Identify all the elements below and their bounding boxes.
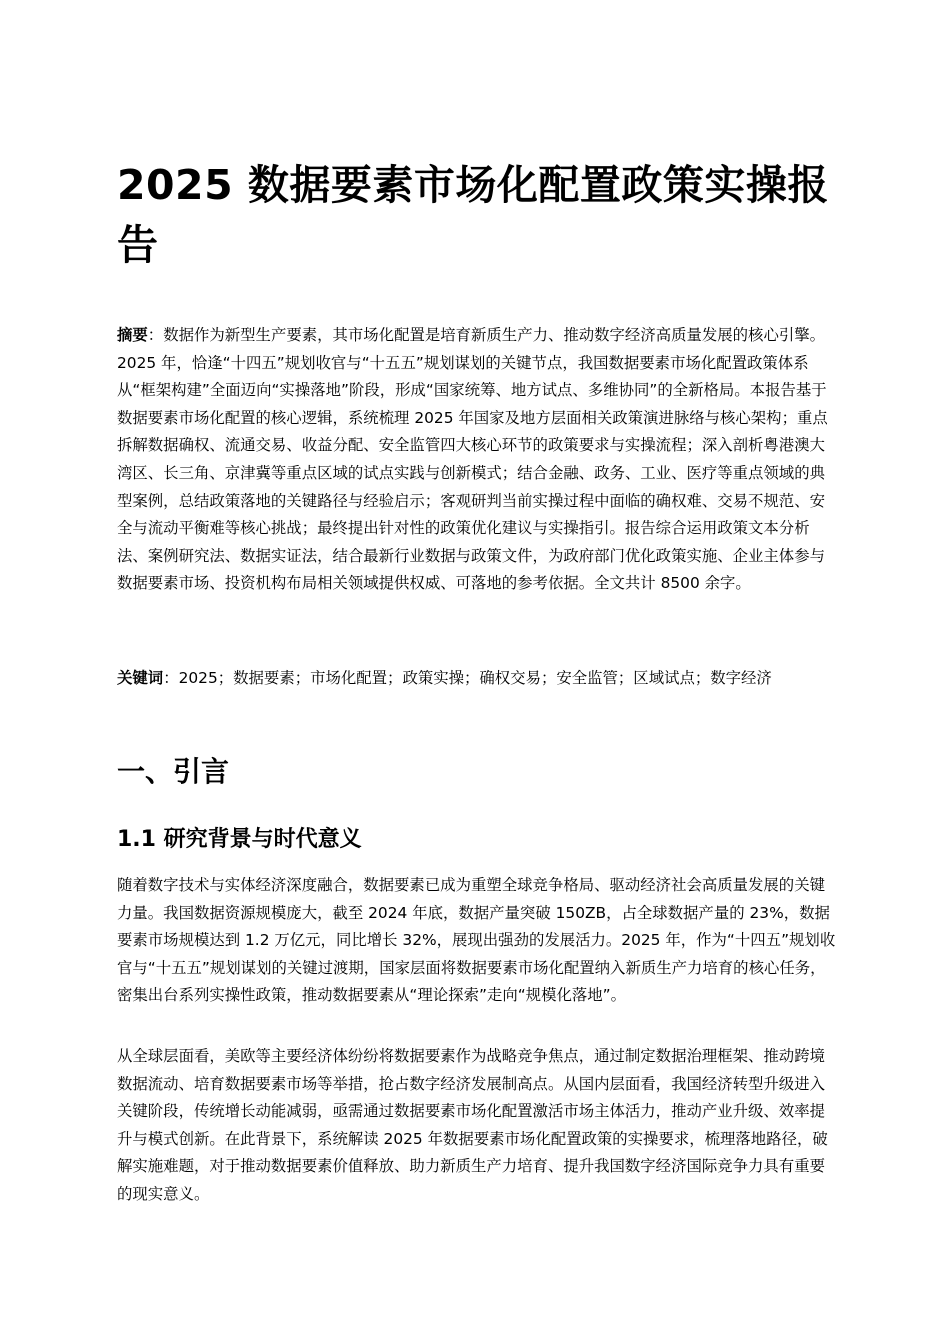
body-paragraph: 随着数字技术与实体经济深度融合，数据要素已成为重塑全球竞争格局、驱动经济社会高质量发展的关键力量。我国数据资源规模庞大，截至 2024 年底，数据产量突破 150ZB，占全球数据产量的 23%，数据要素市场规模达到 1.2 万亿元，同比增长 32%，展现出强劲的发展活力。2025 年，作为“十四五”规划收官与“十五五”规划谋划的关键过渡期，国家层面将数据要素市场化配置纳入新质生产力培育的核心任务，密集出台系列实操性政策，推动数据要素从“理论探索”走向“规模化落地”。 <box>117 876 836 1005</box>
subsection-heading-background: 1.1 研究背景与时代意义 <box>117 827 362 852</box>
keywords-separator: ： <box>163 669 179 687</box>
document-title: 2025 数据要素市场化配置政策实操报告 <box>117 161 829 269</box>
abstract-text: 数据作为新型生产要素，其市场化配置是培育新质生产力、推动数字经济高质量发展的核心引擎。2025 年，恰逢“十四五”规划收官与“十五五”规划谋划的关键节点，我国数据要素市场化配置政策体系从“框架构建”全面迈向“实操落地”阶段，形成“国家统筹、地方试点、多维协同”的全新格局。本报告基于数据要素市场化配置的核心逻辑，系统梳理 2025 年国家及地方层面相关政策演进脉络与核心架构；重点拆解数据确权、流通交易、收益分配、安全监管四大核心环节的政策要求与实操流程；深入剖析粤港澳大湾区、长三角、京津冀等重点区域的试点实践与创新模式；结合金融、政务、工业、医疗等重点领域的典型案例，总结政策落地的关键路径与经验启示；客观研判当前实操过程中面临的确权难、交易不规范、安全与流动平衡难等核心挑战；最终提出针对性的政策优化建议与实操指引。报告综合运用政策文本分析法、案例研究法、数据实证法，结合最新行业数据与政策文件，为政府部门优化政策实施、企业主体参与数据要素市场、投资机构布局相关领域提供权威、可落地的参考依据。全文共计 8500 余字。 <box>117 326 828 593</box>
abstract-label: 摘要 <box>117 326 148 344</box>
body-paragraph: 从全球层面看，美欧等主要经济体纷纷将数据要素作为战略竞争焦点，通过制定数据治理框架、推动跨境数据流动、培育数据要素市场等举措，抢占数字经济发展制高点。从国内层面看，我国经济转型升级进入关键阶段，传统增长动能减弱，亟需通过数据要素市场化配置激活市场主体活力，推动产业升级、效率提升与模式创新。在此背景下，系统解读 2025 年数据要素市场化配置政策的实操要求，梳理落地路径，破解实施难题，对于推动数据要素价值释放、助力新质生产力培育、提升我国数字经济国际竞争力具有重要的现实意义。 <box>117 1047 828 1203</box>
keywords-text: 2025；数据要素；市场化配置；政策实操；确权交易；安全监管；区域试点；数字经济 <box>178 669 772 687</box>
section-heading-introduction: 一、引言 <box>117 755 230 788</box>
keywords-label: 关键词 <box>117 669 164 687</box>
keywords-paragraph <box>117 665 837 693</box>
abstract-paragraph <box>117 322 837 598</box>
abstract-separator: ： <box>147 326 164 344</box>
